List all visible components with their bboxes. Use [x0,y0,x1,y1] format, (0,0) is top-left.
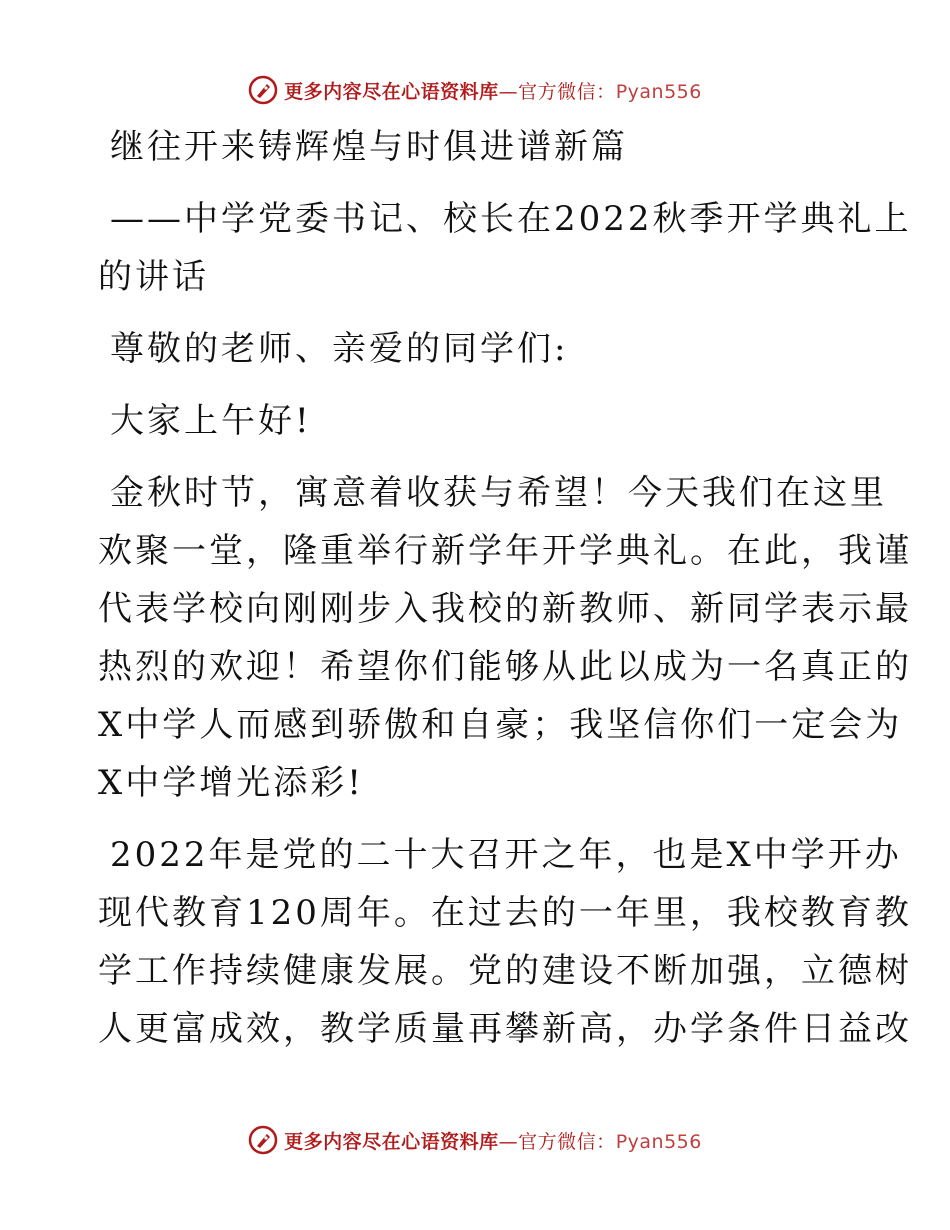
header-watermark [0,70,950,110]
paragraph-line: X中学人而感到骄傲和自豪；我坚信你们一定会为 [98,705,903,745]
paragraph-1 [98,464,912,812]
paragraph-line: 2022年是党的二十大召开之年，也是X中学开办 [110,835,902,875]
paragraph-line: 热烈的欢迎！希望你们能够从此以成为一名真正的 [98,647,912,687]
subtitle-block [98,190,912,306]
watermark-lead: 更多内容尽在心语资料库 [284,1130,499,1153]
document-title: 继往开来铸辉煌与时俱进谱新篇 [110,127,628,167]
paragraph-line: X中学增光添彩! [98,763,364,803]
salutation-block [98,320,858,378]
watermark-label: 官方微信： [518,80,616,103]
paragraph-line: 欢聚一堂，隆重举行新学年开学典礼。在此，我谨 [98,531,912,571]
paragraph-2 [98,826,912,1058]
paragraph-line: 金秋时节，寓意着收获与希望！今天我们在这里 [110,473,887,513]
watermark-lead: 更多内容尽在心语资料库 [284,80,499,103]
subtitle-line: 的讲话 [98,257,209,297]
watermark-account: Pyan556 [615,80,702,103]
watermark-label: 官方微信： [518,1130,616,1153]
pen-nib-logo-icon [248,75,278,105]
pen-nib-logo-icon [248,1125,278,1155]
paragraph-line: 学工作持续健康发展。党的建设不断加强，立德树 [98,951,912,991]
paragraph-line: 现代教育120周年。在过去的一年里，我校教育教 [98,893,912,933]
title-block [98,118,858,176]
document-body [98,118,912,1072]
watermark-separator: — [498,1130,519,1153]
subtitle-line: ——中学党委书记、校长在2022秋季开学典礼上 [110,199,912,239]
greeting: 大家上午好! [110,401,312,441]
paragraph-line: 人更富成效，教学质量再攀新高，办学条件日益改 [98,1009,912,1049]
paragraph-line: 代表学校向刚刚步入我校的新教师、新同学表示最 [98,589,912,629]
greeting-block [98,392,858,450]
footer-watermark [0,1120,950,1160]
salutation: 尊敬的老师、亲爱的同学们: [110,329,569,369]
watermark-account: Pyan556 [615,1130,702,1153]
watermark-separator: — [498,80,519,103]
